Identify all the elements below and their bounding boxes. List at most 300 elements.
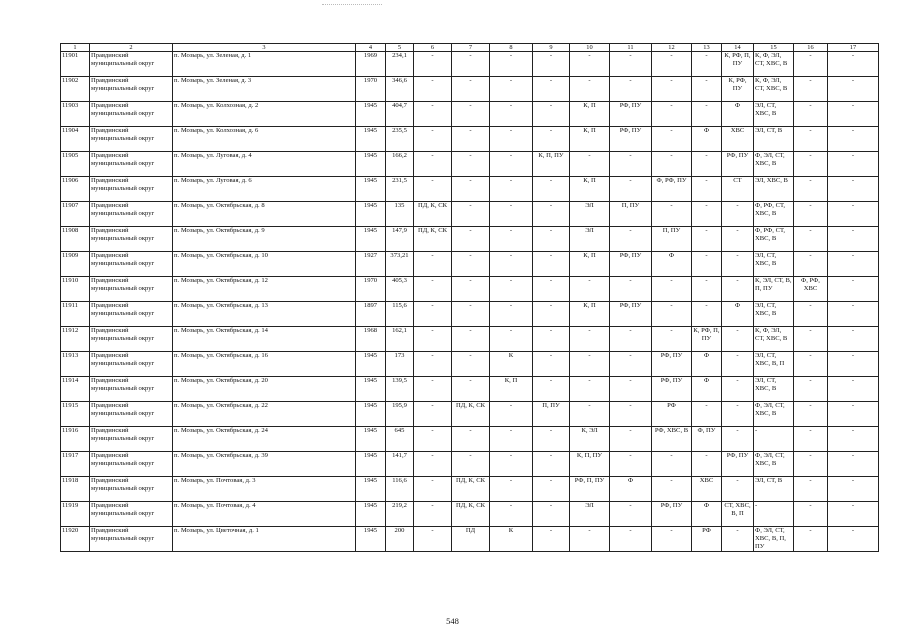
column-header: 3 xyxy=(173,44,356,52)
table-cell: Правдинский муниципальный округ xyxy=(90,152,173,177)
table-cell: 11917 xyxy=(61,452,90,477)
table-cell: 11906 xyxy=(61,177,90,202)
table-cell: - xyxy=(692,277,722,302)
table-cell: - xyxy=(794,102,828,127)
table-cell: - xyxy=(570,277,610,302)
table-cell: - xyxy=(490,402,533,427)
table-cell: - xyxy=(610,527,652,552)
table-cell: - xyxy=(533,377,570,402)
table-cell: п. Мозырь, ул. Колхозная, д. 6 xyxy=(173,127,356,152)
table-cell: - xyxy=(452,152,490,177)
table-cell: 11903 xyxy=(61,102,90,127)
table-cell: - xyxy=(490,427,533,452)
table-cell: ЭЛ, СТ, ХВС, В, П xyxy=(754,352,794,377)
table-cell: 1970 xyxy=(356,77,386,102)
table-cell: - xyxy=(722,227,754,252)
table-row xyxy=(61,52,879,77)
table-cell: - xyxy=(652,77,692,102)
table-cell: Ф xyxy=(692,352,722,377)
table-cell: 11911 xyxy=(61,302,90,327)
table-cell: - xyxy=(610,352,652,377)
table-cell: 173 xyxy=(386,352,414,377)
table-cell: - xyxy=(533,427,570,452)
table-cell: Ф, РФ, ПУ xyxy=(652,177,692,202)
table-cell: - xyxy=(722,377,754,402)
table-cell: 1945 xyxy=(356,527,386,552)
column-header: 4 xyxy=(356,44,386,52)
table-cell: - xyxy=(533,277,570,302)
table-cell: - xyxy=(533,77,570,102)
table-cell: 11912 xyxy=(61,327,90,352)
table-cell: - xyxy=(610,452,652,477)
table-cell: - xyxy=(722,252,754,277)
table-cell: ПД xyxy=(452,527,490,552)
table-cell: - xyxy=(754,502,794,527)
table-cell: - xyxy=(828,427,879,452)
table-cell: - xyxy=(794,327,828,352)
column-header: 13 xyxy=(692,44,722,52)
column-header: 8 xyxy=(490,44,533,52)
table-cell: 195,9 xyxy=(386,402,414,427)
table-cell: - xyxy=(828,527,879,552)
table-cell: - xyxy=(490,252,533,277)
table-cell: К xyxy=(490,527,533,552)
table-cell: - xyxy=(414,77,452,102)
column-header: 14 xyxy=(722,44,754,52)
table-cell: 1945 xyxy=(356,227,386,252)
table-cell: К, П, ПУ xyxy=(570,452,610,477)
table-cell: - xyxy=(652,277,692,302)
table-cell: Ф xyxy=(722,102,754,127)
table-cell: - xyxy=(610,227,652,252)
table-cell: п. Мозырь, ул. Октябрьская, д. 14 xyxy=(173,327,356,352)
table-row xyxy=(61,327,879,352)
table-cell: - xyxy=(652,127,692,152)
table-cell: 1945 xyxy=(356,502,386,527)
table-cell: П, ПУ xyxy=(533,402,570,427)
table-cell: - xyxy=(452,52,490,77)
table-cell: К, П xyxy=(490,377,533,402)
table-cell: - xyxy=(414,377,452,402)
table-cell: - xyxy=(794,377,828,402)
table-cell: ЭЛ, СТ, ХВС, В xyxy=(754,377,794,402)
table-cell: - xyxy=(828,227,879,252)
table-cell: - xyxy=(692,202,722,227)
table-cell: - xyxy=(610,52,652,77)
table-cell: - xyxy=(828,127,879,152)
table-row xyxy=(61,352,879,377)
table-cell: - xyxy=(414,452,452,477)
table-cell: - xyxy=(570,52,610,77)
table-cell: 11907 xyxy=(61,202,90,227)
table-cell: Правдинский муниципальный округ xyxy=(90,252,173,277)
table-cell: РФ, ПУ xyxy=(652,502,692,527)
table-row xyxy=(61,177,879,202)
table-cell: - xyxy=(692,152,722,177)
column-header: 6 xyxy=(414,44,452,52)
table-cell: 219,2 xyxy=(386,502,414,527)
table-cell: РФ, ПУ xyxy=(610,302,652,327)
table-cell: - xyxy=(490,327,533,352)
table-cell: - xyxy=(828,152,879,177)
table-cell: Ф, ЭЛ, СТ, ХВС, В xyxy=(754,152,794,177)
table-cell: Правдинский муниципальный округ xyxy=(90,377,173,402)
table-cell: - xyxy=(533,477,570,502)
table-cell: ПД, К, СК xyxy=(414,227,452,252)
table-cell: РФ, ПУ xyxy=(610,127,652,152)
table-cell: 1897 xyxy=(356,302,386,327)
table-cell: - xyxy=(610,327,652,352)
table-cell: - xyxy=(452,202,490,227)
table-cell: - xyxy=(452,277,490,302)
table-cell: - xyxy=(722,427,754,452)
table-cell: - xyxy=(610,502,652,527)
table-cell: - xyxy=(533,252,570,277)
table-cell: ЭЛ, СТ, В xyxy=(754,127,794,152)
table-cell: П, ПУ xyxy=(652,227,692,252)
table-cell: п. Мозырь, ул. Зеленая, д. 1 xyxy=(173,52,356,77)
table-cell: - xyxy=(828,277,879,302)
table-cell: 11918 xyxy=(61,477,90,502)
table-cell: - xyxy=(610,177,652,202)
table-cell: - xyxy=(794,302,828,327)
table-cell: ПД, К, СК xyxy=(452,502,490,527)
table-cell: К xyxy=(490,352,533,377)
table-cell: - xyxy=(490,52,533,77)
table-cell: 116,6 xyxy=(386,477,414,502)
table-cell: Правдинский муниципальный округ xyxy=(90,102,173,127)
table-cell: РФ, П, ПУ xyxy=(570,477,610,502)
table-cell: 11913 xyxy=(61,352,90,377)
table-cell: - xyxy=(828,52,879,77)
table-cell: - xyxy=(414,302,452,327)
table-cell: К, РФ, П, ПУ xyxy=(722,52,754,77)
table-cell: - xyxy=(828,352,879,377)
table-cell: К, Ф, ЭЛ, СТ, ХВС, В xyxy=(754,52,794,77)
table-cell: - xyxy=(828,477,879,502)
table-cell: РФ, ПУ xyxy=(722,452,754,477)
table-cell: п. Мозырь, ул. Цветочная, д. 1 xyxy=(173,527,356,552)
table-cell: - xyxy=(452,77,490,102)
table-cell: 235,5 xyxy=(386,127,414,152)
table-cell: РФ, ПУ xyxy=(610,102,652,127)
table-cell: РФ xyxy=(692,527,722,552)
table-row xyxy=(61,527,879,552)
table-cell: - xyxy=(794,527,828,552)
column-header: 10 xyxy=(570,44,610,52)
table-cell: Правдинский муниципальный округ xyxy=(90,202,173,227)
table-cell: ЭЛ, ХВС, В xyxy=(754,177,794,202)
table-cell: Ф, ЭЛ, СТ, ХВС, В xyxy=(754,452,794,477)
table-cell: К, Ф, ЭЛ, СТ, ХВС, В xyxy=(754,327,794,352)
table-cell: Ф xyxy=(692,127,722,152)
table-cell: 404,7 xyxy=(386,102,414,127)
table-cell: Правдинский муниципальный округ xyxy=(90,352,173,377)
table-cell: 1945 xyxy=(356,177,386,202)
registry-table xyxy=(60,43,879,552)
table-cell: РФ xyxy=(652,402,692,427)
table-cell: - xyxy=(794,127,828,152)
table-cell: - xyxy=(452,302,490,327)
table-cell: 1945 xyxy=(356,102,386,127)
table-cell: РФ, ХВС, В xyxy=(652,427,692,452)
table-cell: 1945 xyxy=(356,127,386,152)
column-header: 16 xyxy=(794,44,828,52)
table-cell: - xyxy=(754,427,794,452)
table-cell: П, ПУ xyxy=(610,202,652,227)
table-cell: - xyxy=(490,152,533,177)
table-cell: Ф, РФ, СТ, ХВС, В xyxy=(754,202,794,227)
table-cell: 231,5 xyxy=(386,177,414,202)
table-cell: п. Мозырь, ул. Октябрьская, д. 8 xyxy=(173,202,356,227)
table-cell: 11905 xyxy=(61,152,90,177)
table-cell: 1969 xyxy=(356,52,386,77)
column-header: 11 xyxy=(610,44,652,52)
table-cell: - xyxy=(570,527,610,552)
table-cell: 162,1 xyxy=(386,327,414,352)
table-cell: - xyxy=(610,77,652,102)
table-cell: - xyxy=(452,177,490,202)
table-cell: 1945 xyxy=(356,202,386,227)
table-cell: Правдинский муниципальный округ xyxy=(90,452,173,477)
table-cell: - xyxy=(610,402,652,427)
table-cell: - xyxy=(414,352,452,377)
table-cell: - xyxy=(692,252,722,277)
table-cell: Ф, РФ, СТ, ХВС, В xyxy=(754,227,794,252)
table-cell: 1945 xyxy=(356,427,386,452)
table-cell: п. Мозырь, ул. Колхозная, д. 2 xyxy=(173,102,356,127)
table-cell: 373,21 xyxy=(386,252,414,277)
table-cell: СТ xyxy=(722,177,754,202)
table-cell: - xyxy=(794,227,828,252)
table-cell: - xyxy=(794,477,828,502)
table-cell: 11910 xyxy=(61,277,90,302)
table-cell: п. Мозырь, ул. Октябрьская, д. 10 xyxy=(173,252,356,277)
table-cell: - xyxy=(652,152,692,177)
table-row xyxy=(61,502,879,527)
table-cell: 200 xyxy=(386,527,414,552)
table-cell: - xyxy=(490,202,533,227)
table-cell: - xyxy=(533,52,570,77)
table-cell: п. Мозырь, ул. Октябрьская, д. 20 xyxy=(173,377,356,402)
table-cell: п. Мозырь, ул. Октябрьская, д. 24 xyxy=(173,427,356,452)
table-cell: - xyxy=(610,427,652,452)
table-cell: - xyxy=(692,52,722,77)
table-cell: ХВС xyxy=(722,127,754,152)
scan-artifact-line xyxy=(322,4,382,6)
table-cell: 139,5 xyxy=(386,377,414,402)
table-cell: Правдинский муниципальный округ xyxy=(90,427,173,452)
table-cell: - xyxy=(490,227,533,252)
table-cell: - xyxy=(414,427,452,452)
table-cell: - xyxy=(414,502,452,527)
table-cell: - xyxy=(828,302,879,327)
table-cell: К, П xyxy=(570,302,610,327)
table-cell: - xyxy=(794,402,828,427)
table-cell: - xyxy=(828,202,879,227)
table-cell: п. Мозырь, ул. Октябрьская, д. 16 xyxy=(173,352,356,377)
table-cell: - xyxy=(414,152,452,177)
table-cell: - xyxy=(828,327,879,352)
table-cell: - xyxy=(722,352,754,377)
table-cell: ЭЛ, СТ, ХВС, В xyxy=(754,252,794,277)
table-cell: - xyxy=(452,352,490,377)
table-cell: - xyxy=(692,77,722,102)
table-cell: 11904 xyxy=(61,127,90,152)
table-cell: ЭЛ xyxy=(570,202,610,227)
table-cell: - xyxy=(692,102,722,127)
table-cell: - xyxy=(794,427,828,452)
table-cell: - xyxy=(794,352,828,377)
table-cell: - xyxy=(533,452,570,477)
table-cell: - xyxy=(570,152,610,177)
table-cell: Правдинский муниципальный округ xyxy=(90,52,173,77)
table-cell: - xyxy=(652,477,692,502)
table-cell: п. Мозырь, ул. Зеленая, д. 3 xyxy=(173,77,356,102)
column-header: 15 xyxy=(754,44,794,52)
table-cell: - xyxy=(452,327,490,352)
table-cell: - xyxy=(414,177,452,202)
table-cell: - xyxy=(794,502,828,527)
table-cell: - xyxy=(570,352,610,377)
table-cell: - xyxy=(794,452,828,477)
table-cell: п. Мозырь, ул. Луговая, д. 6 xyxy=(173,177,356,202)
table-cell: Ф xyxy=(722,302,754,327)
table-cell: Ф, ЭЛ, СТ, ХВС, В xyxy=(754,402,794,427)
table-cell: - xyxy=(414,327,452,352)
table-cell: ХВС xyxy=(692,477,722,502)
table-cell: - xyxy=(533,202,570,227)
table-cell: ПД, К, СК xyxy=(452,402,490,427)
table-cell: К, П xyxy=(570,102,610,127)
table-cell: Правдинский муниципальный округ xyxy=(90,477,173,502)
table-cell: - xyxy=(533,527,570,552)
table-cell: - xyxy=(452,452,490,477)
table-cell: - xyxy=(652,202,692,227)
table-cell: 1968 xyxy=(356,327,386,352)
table-row xyxy=(61,277,879,302)
table-cell: 405,3 xyxy=(386,277,414,302)
table-cell: 346,6 xyxy=(386,77,414,102)
table-cell: - xyxy=(533,352,570,377)
table-cell: - xyxy=(828,252,879,277)
table-cell: - xyxy=(490,277,533,302)
column-header: 12 xyxy=(652,44,692,52)
table-cell: ПД, К, СК xyxy=(414,202,452,227)
table-cell: К, Ф, ЭЛ, СТ, ХВС, В xyxy=(754,77,794,102)
table-row xyxy=(61,452,879,477)
table-cell: Ф, ЭЛ, СТ, ХВС, В, П, ПУ xyxy=(754,527,794,552)
table-cell: ЭЛ, СТ, ХВС, В xyxy=(754,302,794,327)
table-cell: - xyxy=(452,102,490,127)
table-cell: - xyxy=(533,302,570,327)
table-cell: 11916 xyxy=(61,427,90,452)
table-cell: - xyxy=(533,177,570,202)
table-cell: - xyxy=(533,502,570,527)
table-cell: - xyxy=(794,177,828,202)
table-cell: Правдинский муниципальный округ xyxy=(90,77,173,102)
table-cell: - xyxy=(414,527,452,552)
page-number: 548 xyxy=(446,616,459,626)
table-cell: - xyxy=(828,402,879,427)
table-cell: Ф, ПУ xyxy=(692,427,722,452)
table-cell: - xyxy=(452,127,490,152)
table-cell: - xyxy=(692,177,722,202)
table-row xyxy=(61,152,879,177)
table-cell: - xyxy=(490,452,533,477)
table-cell: - xyxy=(652,452,692,477)
table-cell: К, П xyxy=(570,127,610,152)
table-cell: Ф, РФ, ХВС xyxy=(794,277,828,302)
table-row xyxy=(61,477,879,502)
table-cell: - xyxy=(828,452,879,477)
table-row xyxy=(61,202,879,227)
table-cell: Правдинский муниципальный округ xyxy=(90,277,173,302)
table-cell: - xyxy=(490,177,533,202)
table-cell: Правдинский муниципальный округ xyxy=(90,402,173,427)
table-cell: 147,9 xyxy=(386,227,414,252)
table-cell: 11915 xyxy=(61,402,90,427)
table-cell: - xyxy=(722,402,754,427)
table-cell: - xyxy=(533,327,570,352)
table-row xyxy=(61,102,879,127)
table-cell: 1945 xyxy=(356,477,386,502)
table-cell: п. Мозырь, ул. Луговая, д. 4 xyxy=(173,152,356,177)
table-cell: - xyxy=(570,377,610,402)
table-cell: К, ЭЛ xyxy=(570,427,610,452)
table-cell: 11920 xyxy=(61,527,90,552)
table-cell: - xyxy=(652,327,692,352)
table-cell: - xyxy=(692,227,722,252)
table-row xyxy=(61,77,879,102)
table-cell: п. Мозырь, ул. Октябрьская, д. 12 xyxy=(173,277,356,302)
table-cell: К, ЭЛ, СТ, В, П, ПУ xyxy=(754,277,794,302)
table-cell: - xyxy=(722,477,754,502)
table-cell: - xyxy=(570,77,610,102)
table-cell: ЭЛ, СТ, ХВС, В xyxy=(754,102,794,127)
table-cell: 234,1 xyxy=(386,52,414,77)
table-row xyxy=(61,127,879,152)
table-row xyxy=(61,427,879,452)
table-cell: п. Мозырь, ул. Октябрьская, д. 22 xyxy=(173,402,356,427)
table-cell: 135 xyxy=(386,202,414,227)
table-cell: Ф xyxy=(610,477,652,502)
table-cell: Ф xyxy=(652,252,692,277)
table-cell: - xyxy=(452,377,490,402)
table-cell: 1945 xyxy=(356,352,386,377)
table-cell: - xyxy=(794,52,828,77)
table-cell: - xyxy=(570,402,610,427)
table-cell: 1927 xyxy=(356,252,386,277)
table-cell: - xyxy=(490,127,533,152)
table-cell: - xyxy=(414,102,452,127)
column-header: 9 xyxy=(533,44,570,52)
table-cell: - xyxy=(652,302,692,327)
table-cell: - xyxy=(533,227,570,252)
table-cell: - xyxy=(828,177,879,202)
table-cell: Ф xyxy=(692,377,722,402)
table-cell: 1945 xyxy=(356,452,386,477)
column-header: 2 xyxy=(90,44,173,52)
table-cell: Ф xyxy=(692,502,722,527)
table-cell: - xyxy=(652,527,692,552)
table-cell: 1970 xyxy=(356,277,386,302)
table-body xyxy=(61,52,879,552)
table-cell: СТ, ХВС, В, П xyxy=(722,502,754,527)
table-cell: - xyxy=(652,52,692,77)
column-header: 1 xyxy=(61,44,90,52)
table-cell: 11908 xyxy=(61,227,90,252)
